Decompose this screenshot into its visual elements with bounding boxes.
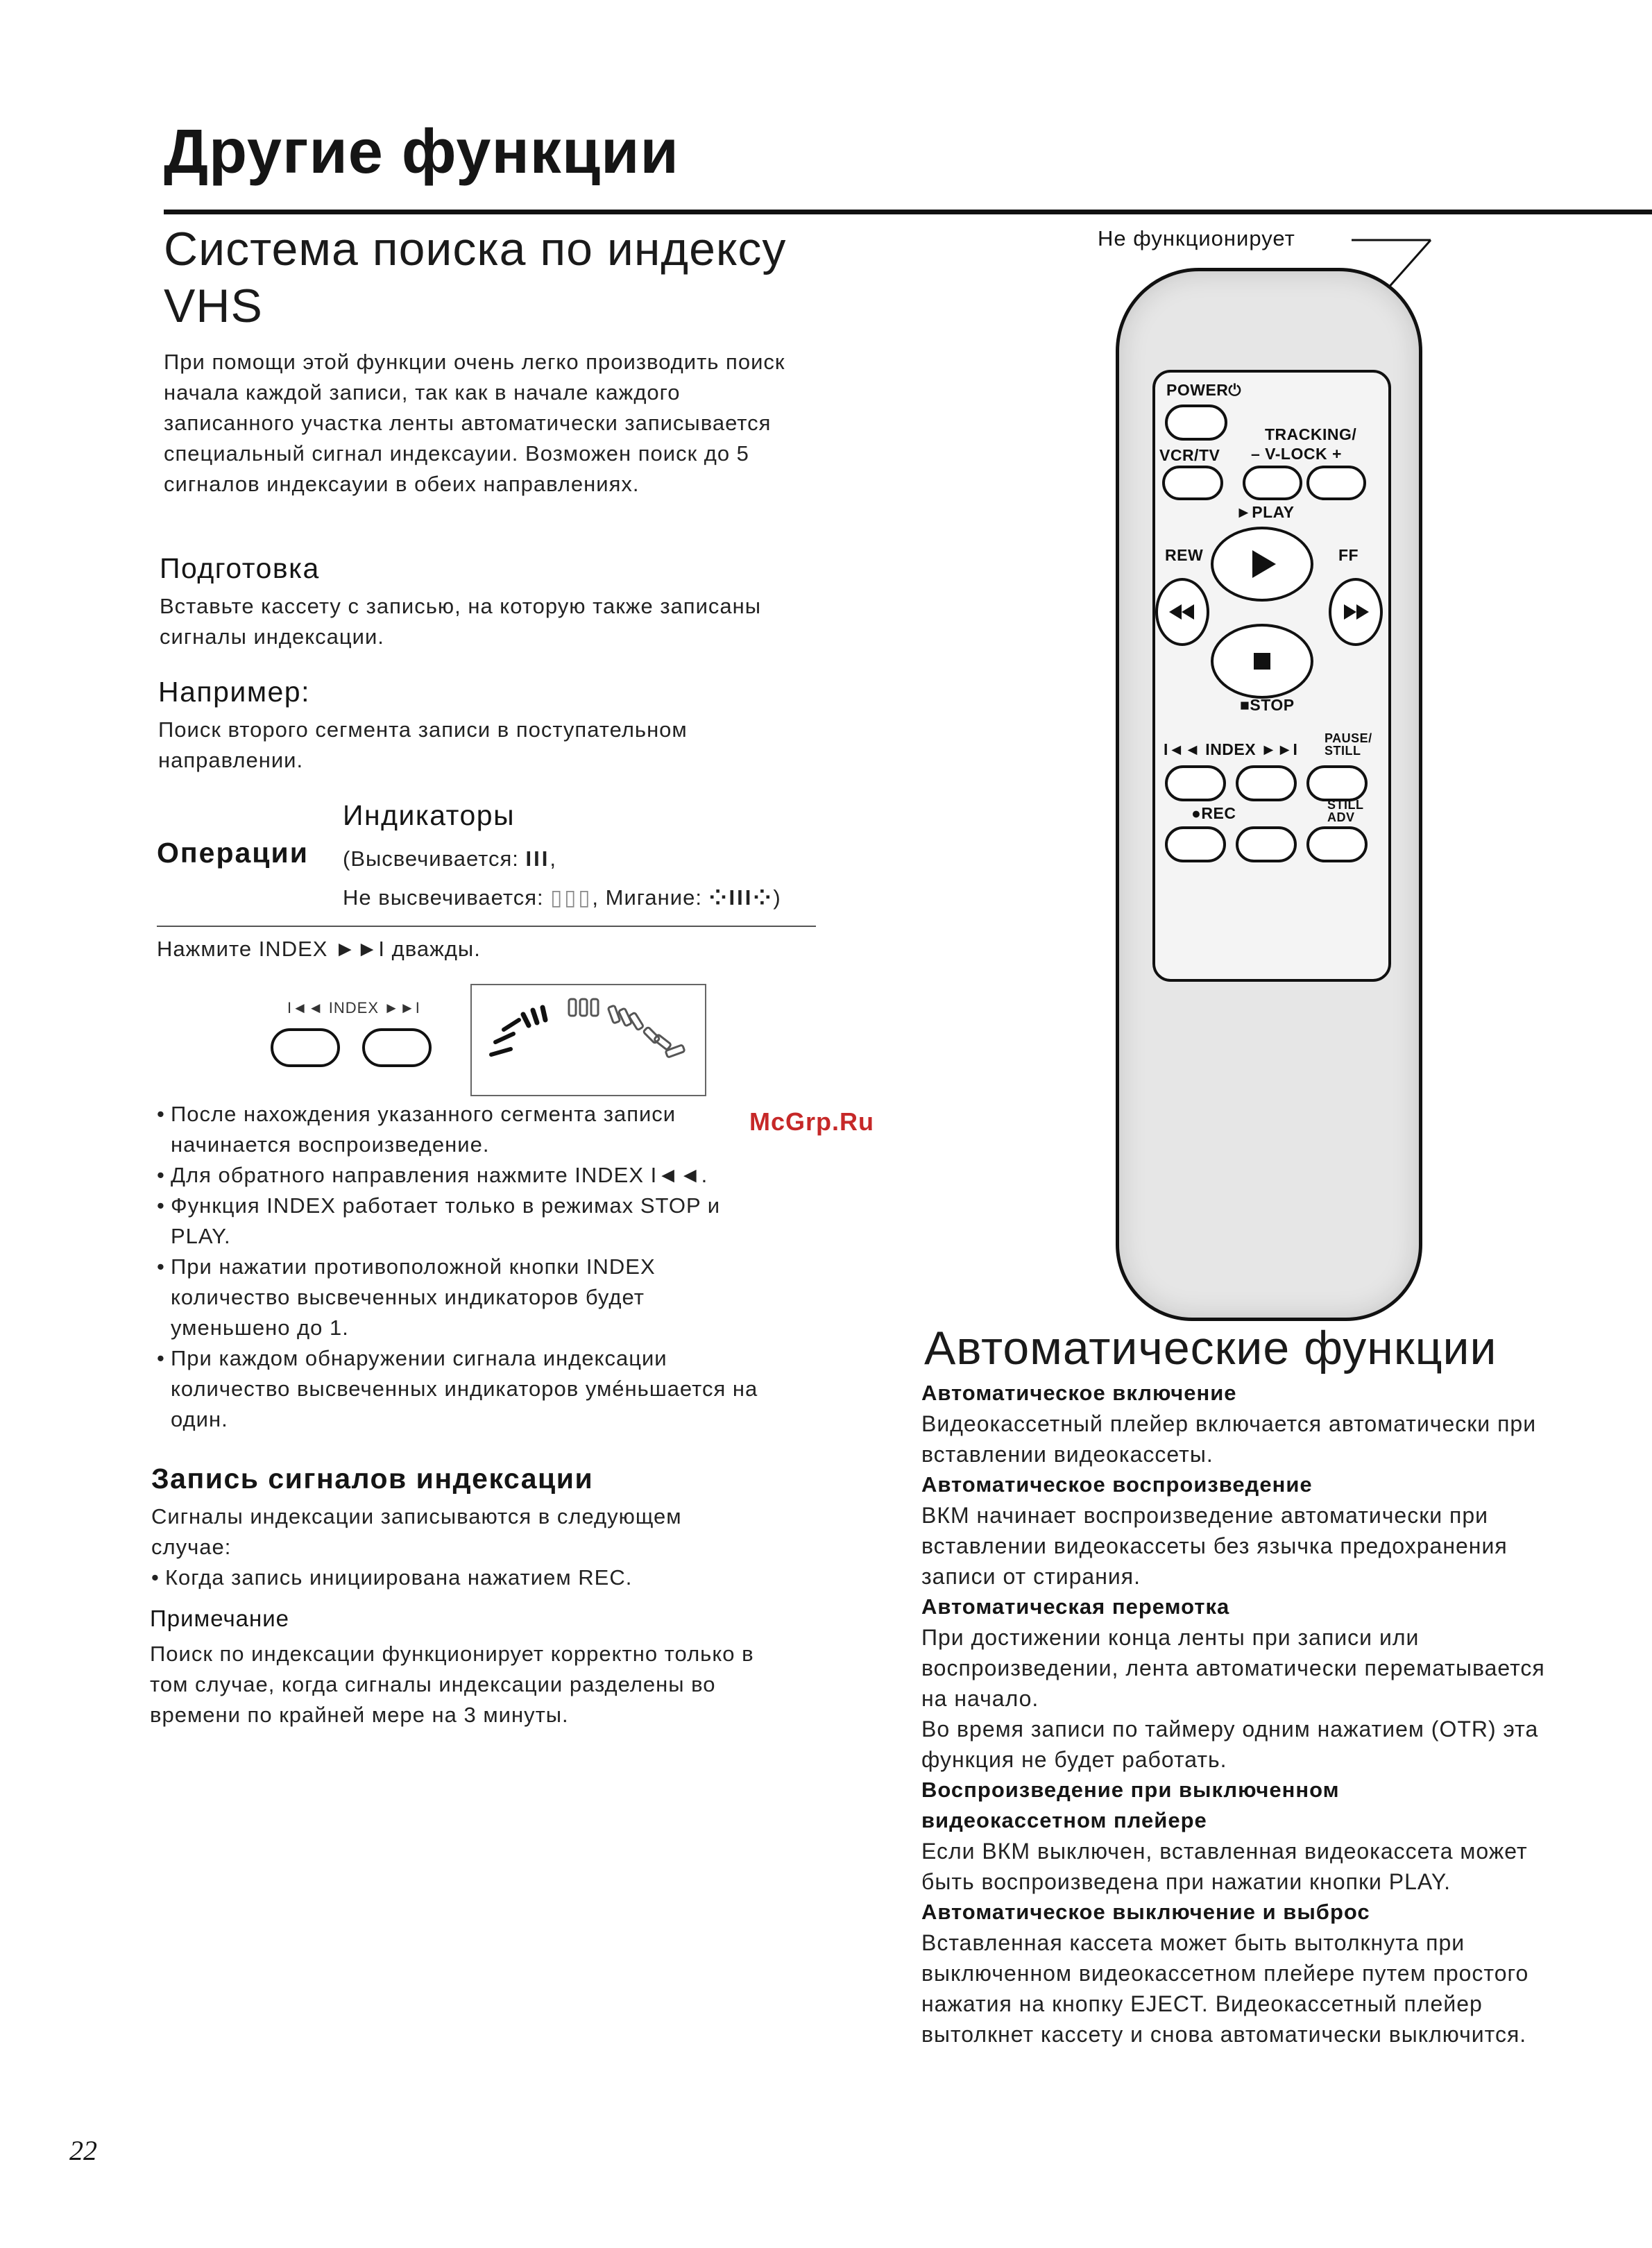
page-number: 22 [69, 2135, 97, 2166]
index-buttons-label [287, 999, 420, 1017]
auto-item-heading: Воспроизведение при выключенном видеокассетном плейере [921, 1778, 1340, 1832]
rec-button[interactable] [1165, 826, 1226, 862]
prep-heading: Подготовка [160, 552, 320, 584]
bullet-item: • Функция INDEX работает только в режимах STOP и PLAY. [157, 1191, 767, 1252]
fast-forward-icon [1331, 581, 1380, 643]
auto-item-text: Во время записи по таймеру одним нажатием (OTR) эта функция не будет работать. [921, 1717, 1539, 1772]
index-back-remote-button[interactable] [1165, 765, 1226, 801]
index-forward-remote-button[interactable] [1236, 765, 1297, 801]
example-heading: Например: [158, 676, 311, 708]
legend-blink-label: , Мигание: [592, 885, 709, 910]
bullet-item: • Когда запись инициирована нажатием REC. [151, 1562, 762, 1593]
play-icon [1214, 529, 1311, 599]
tracking-label: TRACKING/ [1265, 425, 1357, 443]
index-recording-heading: Запись сигналов индексации [151, 1463, 594, 1495]
indicator-display [470, 984, 706, 1096]
vcr-tv-button[interactable] [1162, 466, 1223, 500]
indicator-arc-icon [472, 985, 705, 1095]
operations-rule [157, 926, 816, 927]
power-icon: ⏻ [1228, 381, 1242, 399]
blink-indicator-icon: ⁘III⁘ [708, 885, 774, 910]
lit-indicator-icon: III [525, 846, 550, 871]
page-title: Другие функции [164, 117, 679, 187]
pause-still-button[interactable] [1306, 765, 1368, 801]
remote-control [1116, 268, 1422, 1321]
note-text: Поиск по индексации функционирует корректно только в том случае, когда сигналы индексации разделены во времени по крайней мере на 3 минуты. [150, 1642, 754, 1727]
still-adv-label: STILL ADV [1327, 798, 1364, 824]
bullet-item: • При нажатии противоположной кнопки INDEX количество высвеченных индикаторов будет уменьшено до 1. [157, 1252, 767, 1343]
power-button[interactable] [1165, 405, 1227, 441]
auto-item-text: ВКМ начинает воспроизведение автоматически при вставлении видеокассеты без язычка предохранения записи от стирания. [921, 1503, 1508, 1589]
auto-functions-list [921, 1378, 1574, 2050]
rec-secondary-button[interactable] [1236, 826, 1297, 862]
legend-lit-label: (Высвечивается: [343, 846, 526, 871]
note-heading: Примечание [150, 1606, 290, 1631]
legend-line-1: (Высвечивается: III, [343, 846, 556, 871]
auto-item-text: Видеокассетный плейер включается автоматически при вставлении видеокассеты. [921, 1411, 1537, 1467]
tracking-minus-button[interactable] [1243, 466, 1302, 500]
example-text: Поиск второго сегмента записи в поступательном направлении. [158, 717, 688, 772]
legend-unlit-label: Не высвечивается: [343, 885, 551, 910]
index-search-intro: При помощи этой функции очень легко производить поиск начала каждой записи, так как в начале каждого записанного участка ленты автоматически записывается специальный сигнал индексауии. Возможен поиск до 5 сигналов индексауии в обеих направлениях. [164, 350, 785, 496]
step-text: Нажмите INDEX ►►I дважды. [157, 937, 481, 961]
auto-functions-title: Автоматические функции [924, 1322, 1497, 1374]
auto-item-heading: Автоматическая перемотка [921, 1594, 1230, 1619]
auto-item-heading: Автоматическое выключение и выброс [921, 1900, 1370, 1924]
auto-item-text: Вставленная кассета может быть вытолкнута при выключенном видеокассетном плейере путем простого нажатия на кнопку EJECT. Видеокассетный плейер вытолкнет кассету и снова автоматически выключится. [921, 1930, 1529, 2047]
index-recording-text: Сигналы индексации записываются в следующем случае: [151, 1504, 682, 1559]
bullet-item: • После нахождения указанного сегмента записи начинается воспроизведение. [157, 1099, 767, 1160]
auto-item-text: При достижении конца ленты при записи или воспроизведении, лента автоматически перематывается на начало. [921, 1625, 1545, 1711]
title-rule [164, 210, 1652, 214]
skip-forward-icon: ►►I [384, 999, 420, 1016]
ff-label: FF [1338, 546, 1359, 564]
fast-forward-button[interactable] [1329, 578, 1383, 646]
play-label: ►PLAY [1236, 503, 1295, 521]
rewind-icon [1158, 581, 1207, 643]
index-buttons-illustration [271, 999, 430, 1075]
legend-line-2: Не высвечивается: ▯▯▯, Мигание: ⁘III⁘) [343, 885, 781, 910]
auto-item-text: Если ВКМ выключен, вставленная видеокассета может быть воспроизведена при нажатии кнопки PLAY. [921, 1839, 1528, 1894]
bullet-item: • При каждом обнаружении сигнала индексации количество высвеченных индикаторов умéньшается на один. [157, 1343, 767, 1435]
power-label: POWER⏻ [1166, 381, 1242, 399]
index-search-bullets [157, 1099, 767, 1435]
remote-callout: Не функционирует [1098, 226, 1295, 250]
index-back-button[interactable] [271, 1028, 340, 1067]
skip-back-icon: I◄◄ [287, 999, 324, 1016]
prep-text: Вставьте кассету с записью, на которую также записаны сигналы индексации. [160, 594, 762, 649]
unlit-indicator-icon: ▯▯▯ [550, 885, 593, 910]
rewind-button[interactable] [1155, 578, 1209, 646]
indicators-heading: Индикаторы [343, 799, 516, 831]
stop-label: ■STOP [1240, 696, 1295, 714]
index-forward-button[interactable] [362, 1028, 432, 1067]
index-label: I◄◄ INDEX ►►I [1164, 740, 1298, 758]
play-button[interactable] [1211, 527, 1313, 602]
stop-button[interactable] [1211, 624, 1313, 699]
index-search-title: Система поиска по индексу VHS [164, 223, 787, 332]
index-recording-bullet [151, 1562, 762, 1593]
tracking-plus-button[interactable] [1306, 466, 1366, 500]
still-adv-button[interactable] [1306, 826, 1368, 862]
watermark: McGrp.Ru [749, 1107, 875, 1136]
stop-icon [1214, 627, 1311, 696]
auto-item-heading: Автоматическое воспроизведение [921, 1472, 1313, 1497]
bullet-item: • Для обратного направления нажмите INDEX I◄◄. [157, 1160, 767, 1191]
auto-item-heading: Автоматическое включение [921, 1381, 1237, 1405]
vlock-label: – V-LOCK + [1251, 445, 1342, 463]
rec-label: ●REC [1191, 804, 1236, 822]
rew-label: REW [1165, 546, 1204, 564]
vcr-tv-label: VCR/TV [1159, 446, 1220, 464]
operations-heading: Операции [157, 837, 309, 869]
pause-still-label: PAUSE/ STILL [1325, 731, 1372, 758]
index-label: INDEX [328, 999, 380, 1016]
